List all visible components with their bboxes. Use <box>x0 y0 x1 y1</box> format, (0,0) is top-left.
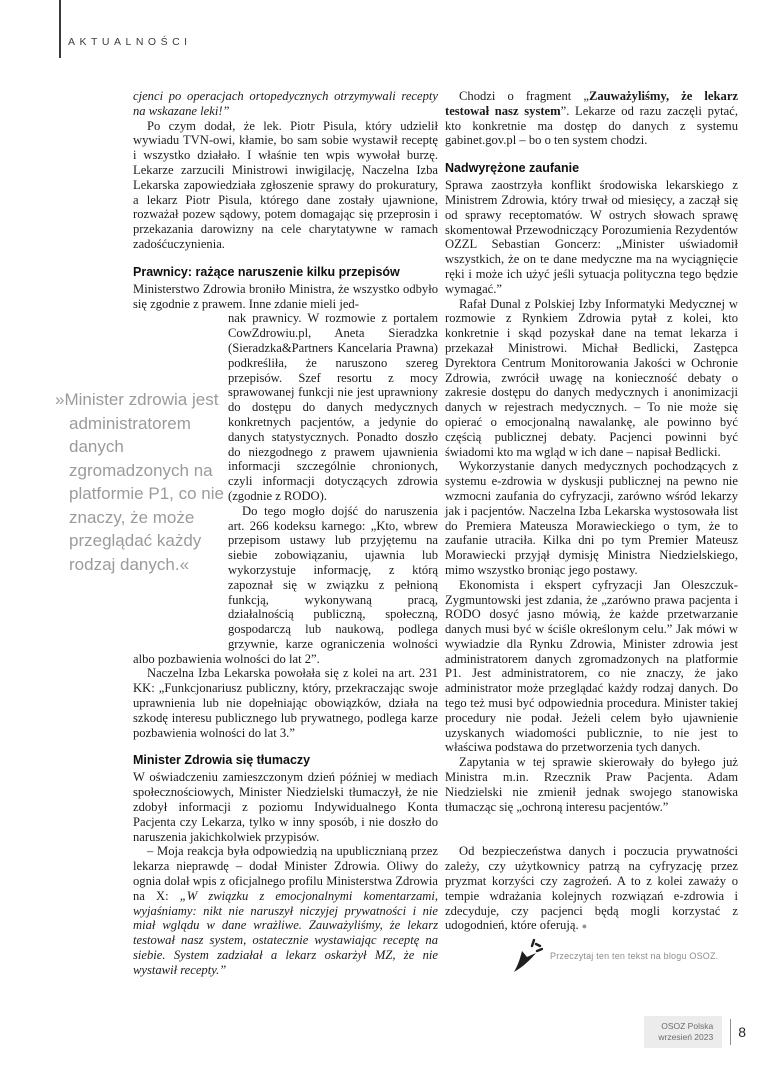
magazine-issue: wrzesień 2023 <box>658 1032 714 1042</box>
paragraph-expert-opinion: Ekonomista i ekspert cyfryzacji Jan Oleszczuk-Zygmuntowski jest zdania, że „zarówno prawa pacjenta i RODO dosyć jasno mówią, że każde przetwarzanie danych musi być w ściśle określonym celu.” Jak mówi w wywiadzie dla Rynku Zdrowia, Minister zdrowia jest administratorem danych zgromadzonych na platformie P1. Jest administratorem, co nie znaczy, że jako administrator może przeglądać każdy rodzaj danych. Do tego też musi być odpowiednia procedura. Minister takiej procedury nie podał. Jeżeli celem było ujawnienie uzyskanych wiadomości publicznie, to nie jest to właściwa podstawa do przetworzenia tych danych. <box>445 577 738 755</box>
paragraph-inquiries: Zapytania w tej sprawie skierowały do byłego już Ministra m.in. Rzecznik Praw Pacjenta. Adam Niedzielski nie zmienił jednak swojego stanowiska tłumacząc się „ochroną interesu pacjentów.” <box>445 755 738 814</box>
page-number: 8 <box>738 1024 746 1040</box>
paragraph-ministry-defense-continued: nak prawnicy. W rozmowie z portalem CowZdrowiu.pl, Aneta Sieradzka (Sieradzka&Partners Kancelaria Prawna) podkreśliła, że naruszono szereg przepisów. Szef resortu z mocy sprawowanej funkcji nie jest uprawniony do dostępu do danych medycznych konkretnych pacjentów, a jedynie do danych statystycznych. Ponadto doszło do niezgodnego z prawem ujawnienia informacji szczególnie chronionych, czyli informacji dotyczących zdrowia (zgodnie z RODO). <box>228 311 438 503</box>
heading-trust: Nadwyrężone zaufanie <box>445 161 580 176</box>
paragraph-data-usage: Wykorzystanie danych medycznych pochodzących z systemu e-zdrowia w dyskusji publicznej na pewno nie wzmocni zaufania do cyfryzacji, zarówno wśród lekarzy jak i pacjentów. Naczelna Izba Lekarska wystosowała list do Premiera Mateusza Morawieckiego o tym, że to zaufanie utraciła. Kilka dni po tym Premier Mateusz Morawiecki przyjął dymisję Ministra Niedzielskiego, mimo wszystko broniąc jego postawy. <box>445 459 738 577</box>
heading-minister-explains: Minister Zdrowia się tłumaczy <box>133 753 311 768</box>
paragraph-statement: W oświadczeniu zamieszczonym dzień później w mediach społecznościowych, Minister Niedzielski tłumaczył, że nie zdobył informacji z poziomu Indywidualnego Konta Pacjenta czy Lekarza, tylko w inny sposób, i nie doszło do naruszenia jakichkolwiek przypisów. <box>133 770 438 844</box>
magazine-title: OSOZ Polska <box>661 1021 714 1031</box>
fragment-post: ”. Lekarze od razu zaczęli pytać, kto konkretnie ma dostęp do danych z systemu gabinet.gov.pl – bo o ten system chodzi. <box>445 103 739 148</box>
paragraph-dunal-bedlicki: Rafał Dunal z Polskiej Izby Informatyki Medycznej w rozmowie z Rynkiem Zdrowia pytał z kolei, kto konkretnie i skąd pozyskał dane na temat lekarza i przekazał Ministrowi. Michał Bedlicki, Zastępca Dyrektora Centrum Monitorowania Jakości w Ochronie Zdrowia, zwrócił uwagę na konieczność debaty o zakresie dostępu do danych medycznych i anonimizacji danych w rejestrach medycznych. – To nie może się opierać o emocjonalną nawalankę, ale powinno być częścią publicznej debaty. Pacjenci powinni być świadomi kto ma wgląd w ich dane – napisał Bedlicki. <box>445 296 738 459</box>
section-label: AKTUALNOŚCI <box>68 36 192 48</box>
footer-divider <box>730 1019 731 1045</box>
closing-text: Od bezpieczeństwa danych i poczucia prywatności zależy, czy użytkownicy patrzą na cyfryzację przez pryzmat korzyści czy zagrożeń. A to z kolei zaważy o tempie wdrażania kolejnych rozwiązań e-zdrowia i zdecyduje, czy pacjenci będą mogli korzystać z udogodnień, które oferują. <box>445 844 738 933</box>
page-footer <box>644 1016 746 1048</box>
article-column-right <box>445 89 738 978</box>
heading-lawyers: Prawnicy: rażące naruszenie kilku przepisów <box>133 264 400 279</box>
fragment-pre: Chodzi o fragment „ <box>459 89 589 103</box>
pull-quote: »Minister zdrowia jest administratorem danych zgromadzonych na platformie P1, co nie znaczy, że może przeglądać każdy rodzaj danych.« <box>55 390 224 574</box>
magazine-imprint <box>644 1016 722 1048</box>
end-of-article-mark: ● <box>581 921 588 932</box>
paragraph-fragment <box>445 89 738 148</box>
lead-quote-continuation: cjenci po operacjach ortopedycznych otrzymywali recepty na wskazane leki!” <box>133 89 438 118</box>
paragraph-article-266: Do tego mogło dojść do naruszenia art. 266 kodeksu karnego: „Kto, wbrew przepisom ustawy lub przyjętemu na siebie zobowiązaniu, ujawnia lub wykorzystuje informację, z którą zapoznał się w związku z pełnioną funkcją, wykonywaną pracą, działalnością publiczną, społeczną, gospodarczą lub naukową, podlega grzywnie, karze ograniczenia wolności albo pozbawienia wolności do lat 2”. <box>133 503 438 666</box>
paragraph-reaction <box>133 844 438 977</box>
fragment-bold: Zauważyliśmy, że lekarz testował nasz system <box>445 89 738 118</box>
paragraph-reaction-quote: „W związku z emocjonalnymi komentarzami, wyjaśniamy: nikt nie naruszył niczyjej prywatności i nie miał wglądu w dane wrażliwe. Zauważyliśmy, że lekarz testował nasz system, ostatecznie wystawiając receptę na siebie. System zadziałał a lekarz oskarżył MZ, że nie wystawił recepty.” <box>133 888 438 977</box>
blog-note-text: Przeczytaj ten ten tekst na blogu OSOZ. <box>550 951 719 961</box>
article-body <box>55 89 739 978</box>
paragraph-pisula: Po czym dodał, że lek. Piotr Pisula, który udzielił wywiadu TVN-owi, kłamie, bo sam sobie wystawił receptę i wszystko działało. I właśnie ten wpis wywołał burzę. Lekarze zarzucili Ministrowi inwigilację, Naczelna Izba Lekarska zapowiedziała zgłoszenie sprawy do prokuratury, a lekarz Piotr Pisula, którego dane zostały ujawnione, rozważał pozew sądowy, potem domagając się przeprosin i przekazania darowizny na cele charytatywne w ramach zadośćuczynienia. <box>133 118 438 251</box>
paragraph-conflict: Sprawa zaostrzyła konflikt środowiska lekarskiego z Ministrem Zdrowia, który trwał od miesięcy, a zaczął się od sprawy receptomatów. W ostrych słowach sprawę skomentował Przewodniczący Porozumienia Rezydentów OZZL Sebastian Goncerz: „Minister uświadomił wszystkich, że on te dane medyczne ma na wyciągnięcie ręki i może ich użyć jeśli sytuacja polityczna tego będzie wymagać.” <box>445 178 738 296</box>
header-rule <box>59 0 61 58</box>
paragraph-ministry-defense: Ministerstwo Zdrowia broniło Ministra, że wszystko odbyło się zgodnie z prawem. Inne zdanie mieli jed- <box>133 281 438 311</box>
paragraph-article-231: Naczelna Izba Lekarska powołała się z kolei na art. 231 KK: „Funkcjonariusz publiczny, który, przekraczając swoje uprawnienia lub nie dopełniając obowiązków, działa na szkodę interesu publicznego lub prywatnego, podlega karze pozbawienia wolności do lat 3.” <box>133 666 438 740</box>
blog-note <box>511 938 718 974</box>
paragraph-reaction-text: – Moja reakcja była odpowiedzią na upublicznianą przez lekarza nieprawdę – dodał Minister Zdrowia. Oliwy do ognia dolał wpis z oficjalnego profilu Ministerstwa Zdrowia na X: <box>133 844 438 903</box>
article-column-left <box>55 89 438 978</box>
click-cursor-icon <box>511 938 543 974</box>
paragraph-closing <box>445 844 738 934</box>
